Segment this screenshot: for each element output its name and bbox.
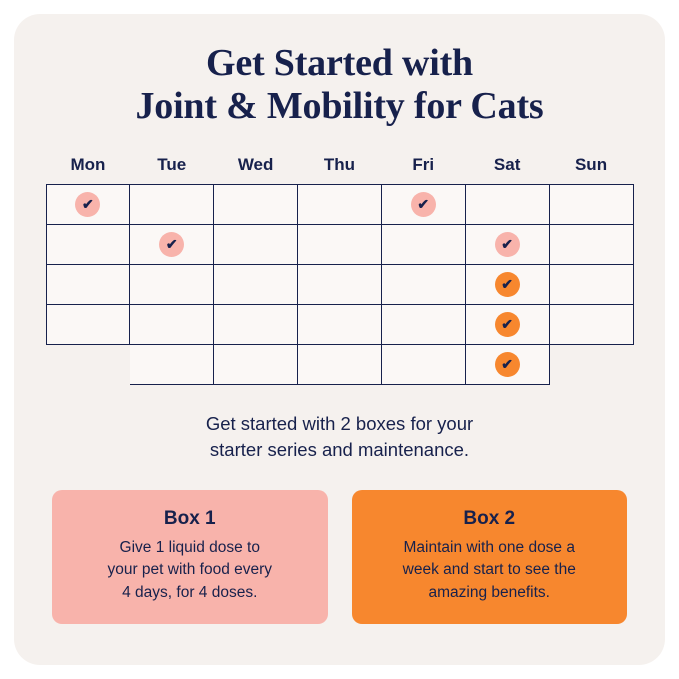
infographic-card: [14, 14, 665, 665]
box-card-1-body: [66, 537, 314, 604]
calendar-week-row: [46, 345, 633, 385]
calendar-week-row: [46, 265, 633, 305]
calendar-cell: [130, 265, 214, 305]
dosing-calendar: [46, 151, 634, 385]
calendar-week-row: [46, 225, 633, 265]
box-card-2: [352, 490, 628, 624]
calendar-cell: [465, 305, 549, 345]
calendar-cell: [549, 305, 633, 345]
calendar-week-row: [46, 185, 633, 225]
calendar-cell: [298, 185, 382, 225]
box-card-1-line-3: 4 days, for 4 doses.: [122, 583, 258, 601]
calendar-cell: [214, 185, 298, 225]
calendar-cell: [46, 225, 130, 265]
calendar-cell: [46, 185, 130, 225]
dose-check-icon: ✔: [495, 272, 520, 297]
dose-check-icon: ✔: [495, 312, 520, 337]
calendar-body: [46, 185, 633, 385]
calendar-cell: [549, 265, 633, 305]
calendar-header-row: [46, 151, 633, 185]
calendar-cell: [381, 345, 465, 385]
calendar-day-header: Tue: [130, 151, 214, 185]
dose-check-icon: ✔: [411, 192, 436, 217]
calendar-cell: [465, 265, 549, 305]
box-card-1: [52, 490, 328, 624]
dose-check-icon: ✔: [495, 232, 520, 257]
calendar-day-header: Wed: [214, 151, 298, 185]
calendar-cell: [549, 225, 633, 265]
box-card-2-title: Box 2: [463, 507, 516, 529]
calendar-cell: [46, 265, 130, 305]
calendar-cell: [381, 305, 465, 345]
calendar-cell: [298, 225, 382, 265]
calendar-caption: [14, 411, 665, 464]
dose-check-icon: ✔: [159, 232, 184, 257]
calendar-cell: [130, 185, 214, 225]
dose-check-icon: ✔: [75, 192, 100, 217]
caption-line-2: starter series and maintenance.: [209, 439, 470, 461]
box-card-2-line-2: week and start to see the: [402, 561, 576, 579]
calendar-day-header: Sat: [465, 151, 549, 185]
calendar-cell: [381, 185, 465, 225]
calendar-cell: [214, 345, 298, 385]
calendar-day-header: Mon: [46, 151, 130, 185]
calendar-cell: [46, 305, 130, 345]
calendar-day-header: Sun: [549, 151, 633, 185]
title-line-1: Get Started with: [206, 42, 473, 84]
box-card-2-line-1: Maintain with one dose a: [403, 538, 575, 556]
calendar-cell: [381, 225, 465, 265]
box-card-1-title: Box 1: [163, 507, 216, 529]
box-card-2-line-3: amazing benefits.: [428, 583, 550, 601]
box-card-1-line-2: your pet with food every: [107, 561, 273, 579]
calendar-cell: [465, 185, 549, 225]
calendar-cell: [465, 345, 549, 385]
title-line-2: Joint & Mobility for Cats: [135, 84, 544, 127]
calendar-cell: [214, 305, 298, 345]
calendar-cell: [298, 345, 382, 385]
calendar-cell: [214, 225, 298, 265]
calendar-cell: [549, 185, 633, 225]
calendar-cell: [214, 265, 298, 305]
box-card-1-line-1: Give 1 liquid dose to: [119, 538, 260, 556]
page-title: [14, 14, 665, 127]
calendar-day-header: Fri: [381, 151, 465, 185]
calendar-cell: [130, 225, 214, 265]
calendar-cell: [465, 225, 549, 265]
caption-line-1: Get started with 2 boxes for your: [205, 413, 474, 435]
calendar-cell: [46, 345, 130, 385]
box-cards: [14, 464, 665, 624]
dose-check-icon: ✔: [495, 352, 520, 377]
calendar-cell: [130, 345, 214, 385]
calendar-cell: [298, 265, 382, 305]
calendar-cell: [130, 305, 214, 345]
calendar-day-header: Thu: [298, 151, 382, 185]
calendar-cell: [381, 265, 465, 305]
calendar-week-row: [46, 305, 633, 345]
box-card-2-body: [366, 537, 614, 604]
calendar-cell: [549, 345, 633, 385]
calendar-cell: [298, 305, 382, 345]
